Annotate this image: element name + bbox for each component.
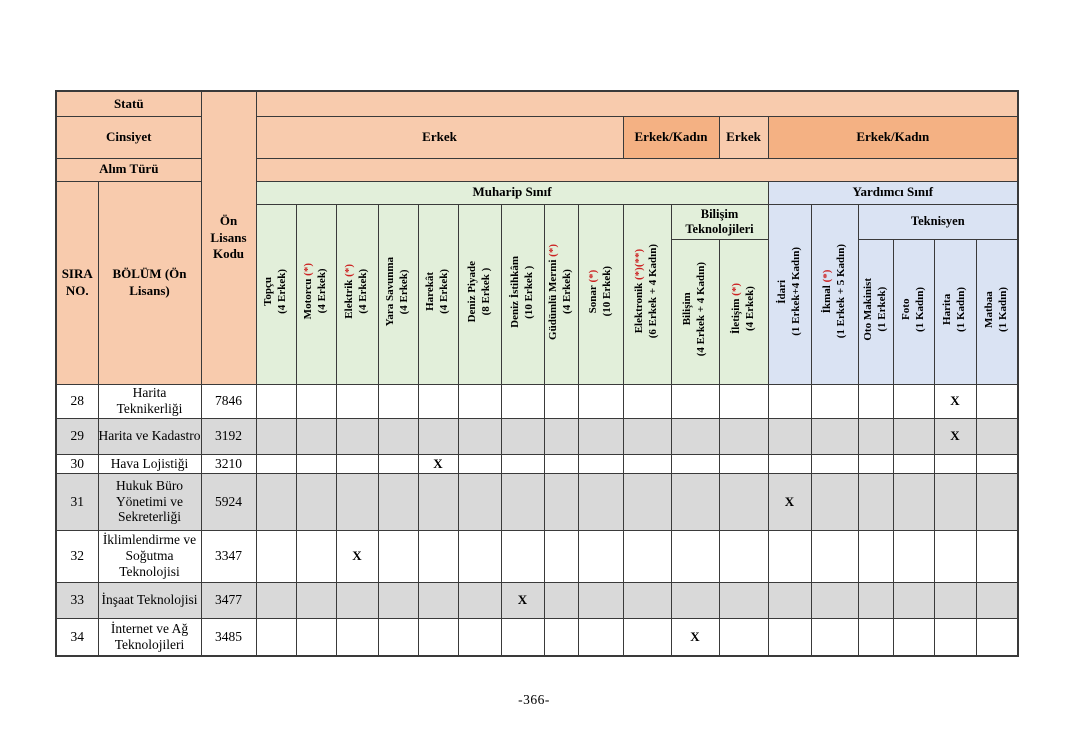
on-lisans-kodu-header: Ön Lisans Kodu: [201, 91, 256, 384]
empty-mark-cell: [893, 530, 934, 582]
column-header-gudumlu-mermi: [544, 204, 578, 384]
empty-mark-cell: [458, 530, 501, 582]
empty-mark-cell: [336, 618, 378, 656]
empty-mark-cell: [296, 384, 336, 418]
x-mark-cell: X: [934, 418, 976, 454]
bolum-cell: Hukuk Büro Yönetimi ve Sekreterliği: [98, 473, 201, 530]
x-mark-cell: X: [671, 618, 719, 656]
empty-mark-cell: [378, 454, 418, 473]
empty-mark-cell: [768, 582, 811, 618]
column-quota: (1 Erkek+4 Kadın): [789, 247, 802, 336]
empty-mark-cell: [811, 454, 858, 473]
empty-mark-cell: [719, 530, 768, 582]
column-header-bilisim: [671, 239, 719, 384]
empty-mark-cell: [578, 618, 623, 656]
x-mark-cell: X: [418, 454, 458, 473]
empty-mark-cell: [893, 454, 934, 473]
empty-mark-cell: [719, 454, 768, 473]
sira-no-cell: 28: [56, 384, 98, 418]
column-name: Sonar (*): [586, 269, 599, 314]
empty-mark-cell: [934, 582, 976, 618]
empty-mark-cell: [934, 530, 976, 582]
column-name: Matbaa: [983, 290, 996, 328]
column-name: Foto: [899, 298, 912, 320]
column-quota: (1 Kadın): [913, 286, 926, 332]
bolum-cell: Harita ve Kadastro: [98, 418, 201, 454]
empty-mark-cell: [544, 473, 578, 530]
empty-mark-cell: [719, 618, 768, 656]
empty-mark-cell: [976, 454, 1018, 473]
empty-mark-cell: [578, 418, 623, 454]
empty-mark-cell: [893, 384, 934, 418]
column-quota: (4 Erkek): [316, 269, 328, 314]
bolum-cell: İklimlendirme ve Soğutma Teknolojisi: [98, 530, 201, 582]
empty-mark-cell: [378, 530, 418, 582]
empty-mark-cell: [336, 418, 378, 454]
column-header-oto-makinist: [858, 239, 893, 384]
empty-mark-cell: [768, 454, 811, 473]
bolum-cell: İnşaat Teknolojisi: [98, 582, 201, 618]
x-mark-cell: X: [501, 582, 544, 618]
sira-no-cell: 29: [56, 418, 98, 454]
empty-mark-cell: [858, 384, 893, 418]
column-quota: (1 Erkek + 5 Kadın): [834, 244, 847, 339]
column-header-elektronik: [623, 204, 671, 384]
empty-mark-cell: [671, 418, 719, 454]
empty-mark-cell: [623, 418, 671, 454]
empty-mark-cell: [976, 618, 1018, 656]
empty-mark-cell: [578, 454, 623, 473]
empty-mark-cell: [458, 618, 501, 656]
column-name: İdari: [775, 279, 788, 304]
empty-mark-cell: [811, 582, 858, 618]
bolum-cell: İnternet ve Ağ Teknolojileri: [98, 618, 201, 656]
empty-mark-cell: [458, 473, 501, 530]
empty-mark-cell: [623, 530, 671, 582]
x-mark-cell: X: [768, 473, 811, 530]
empty-mark-cell: [418, 384, 458, 418]
kod-cell: 5924: [201, 473, 256, 530]
column-header-matbaa: [976, 239, 1018, 384]
column-name: Elektrik (*): [343, 264, 356, 319]
empty-mark-cell: [811, 530, 858, 582]
empty-mark-cell: [976, 473, 1018, 530]
empty-mark-cell: [296, 454, 336, 473]
empty-mark-cell: [976, 418, 1018, 454]
empty-mark-cell: [296, 530, 336, 582]
sira-no-cell: 34: [56, 618, 98, 656]
column-quota: (4 Erkek): [561, 269, 573, 314]
kod-cell: 3210: [201, 454, 256, 473]
empty-mark-cell: [976, 530, 1018, 582]
column-name: Harita: [941, 293, 954, 325]
empty-mark-cell: [544, 582, 578, 618]
sira-no-header: SIRA NO.: [56, 181, 98, 384]
empty-mark-cell: [501, 384, 544, 418]
column-name: Deniz Piyade: [465, 260, 478, 323]
empty-mark-cell: [336, 384, 378, 418]
header-row-cinsiyet: [56, 116, 1018, 158]
empty-mark-cell: [623, 384, 671, 418]
column-quota: (4 Erkek): [357, 269, 369, 314]
column-quota: (4 Erkek): [276, 269, 288, 314]
column-header-deniz-istihkam: [501, 204, 544, 384]
empty-mark-cell: [934, 473, 976, 530]
empty-mark-cell: [858, 530, 893, 582]
empty-mark-cell: [256, 473, 296, 530]
column-quota: (1 Erkek): [875, 286, 888, 332]
empty-mark-cell: [768, 530, 811, 582]
group-yardimci-sinif: Yardımcı Sınıf: [768, 181, 1018, 204]
page-number: -366-: [518, 692, 550, 707]
empty-mark-cell: [256, 418, 296, 454]
column-header-foto: [893, 239, 934, 384]
x-mark-cell: X: [934, 384, 976, 418]
empty-mark-cell: [544, 418, 578, 454]
empty-mark-cell: [544, 384, 578, 418]
empty-mark-cell: [544, 618, 578, 656]
column-quota: (4 Erkek): [438, 269, 450, 314]
empty-mark-cell: [934, 618, 976, 656]
gender-span-erkek-2: Erkek: [719, 116, 768, 158]
empty-mark-cell: [501, 530, 544, 582]
bolum-cell: Hava Lojistiği: [98, 454, 201, 473]
kod-cell: 3347: [201, 530, 256, 582]
empty-mark-cell: [671, 582, 719, 618]
empty-mark-cell: [378, 618, 418, 656]
header-row-statu: [56, 91, 1018, 116]
column-quota: (1 Kadın): [996, 286, 1009, 332]
subgroup-teknisyen: Teknisyen: [858, 204, 1018, 239]
sira-no-cell: 32: [56, 530, 98, 582]
column-name: Topçu: [262, 277, 275, 306]
empty-mark-cell: [418, 473, 458, 530]
empty-mark-cell: [378, 473, 418, 530]
column-quota: (4 Erkek): [398, 269, 410, 314]
empty-mark-cell: [418, 530, 458, 582]
table-row-33: [56, 582, 1018, 618]
alim-turu-label: Alım Türü: [56, 158, 201, 181]
empty-mark-cell: [623, 618, 671, 656]
empty-mark-cell: [623, 454, 671, 473]
column-quota: (10 Erkek): [600, 266, 613, 317]
alim-turu-empty-cell: [256, 158, 1018, 181]
empty-mark-cell: [544, 530, 578, 582]
header-row-alim-turu: [56, 158, 1018, 181]
column-header-idari: [768, 204, 811, 384]
empty-mark-cell: [336, 454, 378, 473]
empty-mark-cell: [768, 418, 811, 454]
sira-no-cell: 30: [56, 454, 98, 473]
empty-mark-cell: [719, 418, 768, 454]
header-row-class-groups: [56, 181, 1018, 204]
column-name: Harekât: [424, 272, 437, 311]
empty-mark-cell: [858, 582, 893, 618]
column-header-sonar: [578, 204, 623, 384]
empty-mark-cell: [501, 454, 544, 473]
table-row-32: [56, 530, 1018, 582]
empty-mark-cell: [811, 418, 858, 454]
gender-span-erkek-1: Erkek: [256, 116, 623, 158]
empty-mark-cell: [418, 582, 458, 618]
column-quota: (6 Erkek + 4 Kadın): [647, 244, 659, 339]
column-header-iletisim: [719, 239, 768, 384]
table-row-30: [56, 454, 1018, 473]
empty-mark-cell: [858, 418, 893, 454]
empty-mark-cell: [858, 618, 893, 656]
empty-mark-cell: [858, 454, 893, 473]
admissions-table: [55, 90, 1019, 657]
empty-mark-cell: [256, 618, 296, 656]
empty-mark-cell: [418, 618, 458, 656]
empty-mark-cell: [623, 473, 671, 530]
empty-mark-cell: [501, 473, 544, 530]
x-mark-cell: X: [336, 530, 378, 582]
sira-no-cell: 33: [56, 582, 98, 618]
empty-mark-cell: [578, 384, 623, 418]
empty-mark-cell: [768, 384, 811, 418]
column-header-harekat: [418, 204, 458, 384]
empty-mark-cell: [671, 384, 719, 418]
empty-mark-cell: [458, 418, 501, 454]
column-header-yara-savunma: [378, 204, 418, 384]
table-row-31: [56, 473, 1018, 530]
column-name: Güdümlü Mermi (*): [547, 243, 560, 340]
kod-cell: 3192: [201, 418, 256, 454]
empty-mark-cell: [296, 582, 336, 618]
empty-mark-cell: [458, 582, 501, 618]
empty-mark-cell: [578, 473, 623, 530]
empty-mark-cell: [976, 384, 1018, 418]
group-muharip-sinif: Muharip Sınıf: [256, 181, 768, 204]
empty-mark-cell: [934, 454, 976, 473]
column-name: Bilişim: [681, 292, 694, 326]
column-name: Oto Makinist: [861, 277, 874, 341]
empty-mark-cell: [418, 418, 458, 454]
empty-mark-cell: [811, 384, 858, 418]
empty-mark-cell: [296, 618, 336, 656]
bolum-cell: Harita Teknikerliği: [98, 384, 201, 418]
table-row-29: [56, 418, 1018, 454]
empty-mark-cell: [378, 582, 418, 618]
empty-mark-cell: [501, 618, 544, 656]
empty-mark-cell: [893, 582, 934, 618]
kod-cell: 3477: [201, 582, 256, 618]
gender-span-erkek-kadin-1: Erkek/Kadın: [623, 116, 719, 158]
column-quota: (1 Kadın): [955, 286, 967, 332]
column-quota: (4 Erkek + 4 Kadın): [695, 261, 707, 357]
column-header-elektrik: [336, 204, 378, 384]
column-header-harita: [934, 239, 976, 384]
column-header-deniz-piyade: [458, 204, 501, 384]
empty-mark-cell: [256, 454, 296, 473]
gender-span-erkek-kadin-2: Erkek/Kadın: [768, 116, 1018, 158]
empty-mark-cell: [378, 418, 418, 454]
column-quota: (8 Erkek ): [479, 267, 492, 316]
empty-mark-cell: [578, 530, 623, 582]
table-row-34: [56, 618, 1018, 656]
empty-mark-cell: [719, 473, 768, 530]
empty-mark-cell: [671, 530, 719, 582]
column-name: İletişim (*): [729, 283, 742, 335]
subgroup-bilisim-teknolojileri: Bilişim Teknolojileri: [671, 204, 768, 239]
empty-mark-cell: [623, 582, 671, 618]
empty-mark-cell: [671, 454, 719, 473]
empty-mark-cell: [296, 418, 336, 454]
empty-mark-cell: [768, 618, 811, 656]
empty-mark-cell: [256, 530, 296, 582]
column-name: Yara Savunma: [384, 256, 397, 327]
empty-mark-cell: [578, 582, 623, 618]
empty-mark-cell: [458, 454, 501, 473]
column-quota: (4 Erkek): [743, 286, 756, 332]
kod-cell: 7846: [201, 384, 256, 418]
empty-mark-cell: [719, 384, 768, 418]
empty-mark-cell: [501, 418, 544, 454]
statu-empty-cell: [256, 91, 1018, 116]
empty-mark-cell: [336, 582, 378, 618]
empty-mark-cell: [671, 473, 719, 530]
column-name: Deniz İstihkâm: [508, 255, 521, 328]
column-name: İkmal (*): [820, 269, 833, 314]
empty-mark-cell: [256, 384, 296, 418]
bolum-header: BÖLÜM (Ön Lisans): [98, 181, 201, 384]
empty-mark-cell: [858, 473, 893, 530]
column-header-motorcu: [296, 204, 336, 384]
empty-mark-cell: [296, 473, 336, 530]
empty-mark-cell: [811, 473, 858, 530]
table-row-28: [56, 384, 1018, 418]
column-name: Elektronik (*)(**): [633, 249, 646, 334]
table-body: [56, 384, 1018, 656]
empty-mark-cell: [336, 473, 378, 530]
empty-mark-cell: [893, 418, 934, 454]
empty-mark-cell: [719, 582, 768, 618]
empty-mark-cell: [893, 618, 934, 656]
empty-mark-cell: [893, 473, 934, 530]
kod-cell: 3485: [201, 618, 256, 656]
cinsiyet-label: Cinsiyet: [56, 116, 201, 158]
empty-mark-cell: [976, 582, 1018, 618]
empty-mark-cell: [458, 384, 501, 418]
statu-label: Statü: [56, 91, 201, 116]
empty-mark-cell: [811, 618, 858, 656]
empty-mark-cell: [256, 582, 296, 618]
column-quota: (10 Erkek ): [522, 264, 535, 319]
column-header-ikmal: [811, 204, 858, 384]
empty-mark-cell: [378, 384, 418, 418]
column-header-topcu: [256, 204, 296, 384]
empty-mark-cell: [544, 454, 578, 473]
sira-no-cell: 31: [56, 473, 98, 530]
column-name: Motorcu (*): [302, 263, 315, 320]
